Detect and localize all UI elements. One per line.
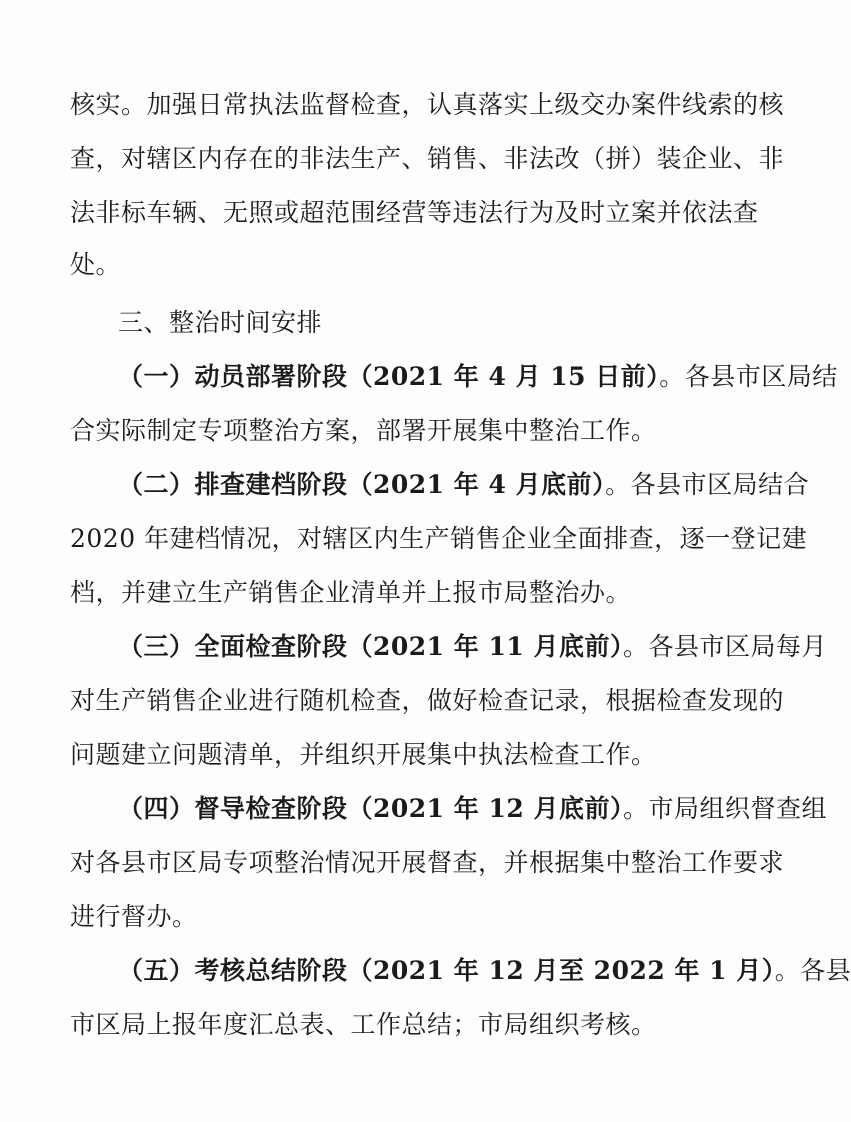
- phase-5-line: [118, 954, 851, 988]
- body-line: 合实际制定专项整治方案，部署开展集中整治工作。: [70, 416, 657, 445]
- phase-3-lead: （三）全面检查阶段（2021 年 11 月底前）: [118, 632, 623, 661]
- phase-2-rest: 。各县市区局结合: [605, 470, 810, 499]
- body-line: 法非标车辆、无照或超范围经营等违法行为及时立案并依法查: [70, 198, 759, 227]
- phase-3-rest: 。各县市区局每月: [622, 632, 827, 661]
- phase-4-rest: 。市局组织督查组: [622, 794, 827, 823]
- body-line: 处。: [70, 250, 122, 279]
- phase-1-rest: 。各县市区局结: [659, 362, 838, 391]
- phase-1-lead: （一）动员部署阶段（2021 年 4 月 15 日前）: [118, 362, 660, 391]
- body-line: 查，对辖区内存在的非法生产、销售、非法改（拼）装企业、非: [70, 144, 785, 173]
- phase-3-line: [118, 630, 827, 664]
- phase-5-rest: 。各县: [774, 956, 851, 985]
- body-line: 档，并建立生产销售企业清单并上报市局整治办。: [70, 578, 632, 607]
- body-line: 对生产销售企业进行随机检查，做好检查记录，根据检查发现的: [70, 686, 785, 715]
- phase-4-lead: （四）督导检查阶段（2021 年 12 月底前）: [118, 794, 623, 823]
- phase-4-line: [118, 792, 827, 826]
- body-line: 2020 年建档情况，对辖区内生产销售企业全面排查，逐一登记建: [70, 524, 808, 553]
- body-line: 核实。加强日常执法监督检查，认真落实上级交办案件线索的核: [70, 90, 785, 119]
- phase-2-lead: （二）排查建档阶段（2021 年 4 月底前）: [118, 470, 606, 499]
- body-line: 问题建立问题清单，并组织开展集中执法检查工作。: [70, 740, 657, 769]
- phase-5-lead: （五）考核总结阶段（2021 年 12 月至 2022 年 1 月）: [118, 956, 775, 985]
- body-line: 对各县市区局专项整治情况开展督查，并根据集中整治工作要求: [70, 848, 785, 877]
- section-heading-3: 三、整治时间安排: [118, 308, 323, 337]
- phase-2-line: [118, 468, 810, 502]
- phase-1-line: [118, 360, 838, 394]
- body-line: 进行督办。: [70, 902, 198, 931]
- body-line: 市区局上报年度汇总表、工作总结；市局组织考核。: [70, 1010, 657, 1039]
